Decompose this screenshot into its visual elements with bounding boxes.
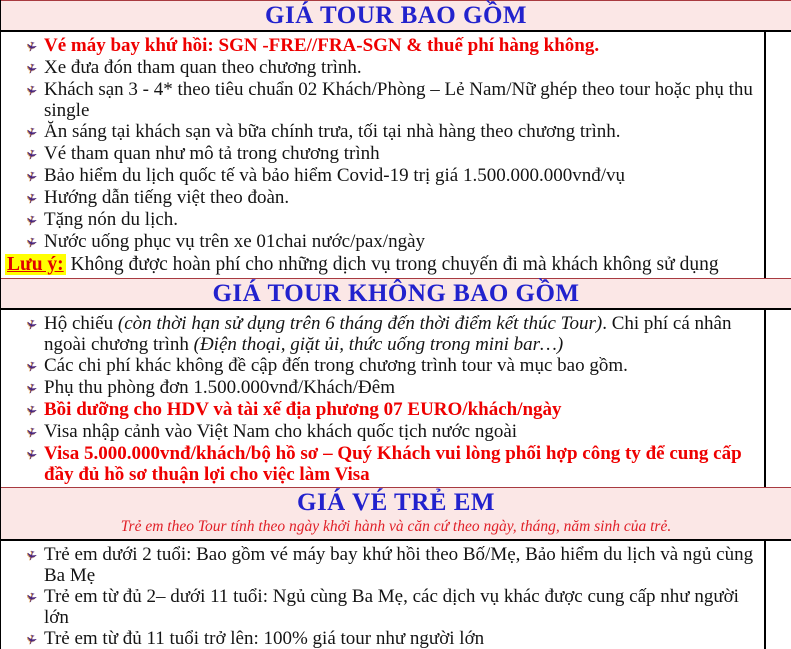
text-run: Trẻ em từ đủ 2– dưới 11 tuổi: Ngủ cùng Ba Mẹ, các dịch vụ khác được cung cấp như người lớn	[44, 586, 739, 628]
plane-bullet-icon	[18, 586, 44, 608]
text-run: Tặng nón du lịch.	[44, 209, 179, 230]
plane-glyph: ✈	[22, 381, 40, 396]
text-run: Hướng dẫn tiếng việt theo đoàn.	[44, 187, 290, 208]
plane-bullet-icon	[18, 121, 44, 143]
list-item	[1, 544, 764, 586]
list-item-text	[44, 187, 764, 208]
section-subtitle: Trẻ em theo Tour tính theo ngày khởi hành và căn cứ theo ngày, tháng, năm sinh của trẻ.	[120, 518, 672, 535]
list-item-text	[44, 209, 764, 230]
plane-bullet-icon	[18, 187, 44, 209]
list-item-text	[44, 628, 764, 649]
list-item	[1, 628, 764, 649]
plane-glyph: ✈	[22, 213, 40, 228]
plane-glyph: ✈	[22, 61, 40, 76]
plane-glyph: ✈	[22, 359, 40, 374]
section-header-2	[1, 487, 791, 541]
text-run: Hộ chiếu	[44, 313, 118, 334]
text-run: Ăn sáng tại khách sạn và bữa chính trưa, tối tại nhà hàng theo chương trình.	[44, 121, 621, 142]
text-run: Vé máy bay khứ hồi: SGN -FRE//FRA-SGN & thuế phí hàng không.	[44, 35, 600, 56]
text-run: Trẻ em từ đủ 11 tuổi trở lên: 100% giá tour như người lớn	[44, 628, 485, 649]
list-item	[1, 399, 764, 421]
section-title: GIÁ TOUR KHÔNG BAO GỒM	[212, 280, 580, 307]
plane-glyph: ✈	[22, 590, 40, 605]
list-item	[1, 231, 764, 253]
plane-glyph: ✈	[22, 191, 40, 206]
list-item-text	[44, 57, 764, 78]
plane-bullet-icon	[18, 143, 44, 165]
text-run: (còn thời hạn sử dụng trên 6 tháng đến thời điểm kết thúc Tour)	[117, 313, 603, 334]
plane-glyph: ✈	[22, 447, 40, 462]
list-item-text	[44, 355, 764, 376]
text-run: Khách sạn 3 - 4* theo tiêu chuẩn 02 Khách/Phòng – Lẻ Nam/Nữ ghép theo tour hoặc phụ thu single	[44, 79, 753, 121]
section-0	[1, 0, 791, 278]
section-body-0	[1, 32, 766, 278]
text-run: Visa nhập cảnh vào Việt Nam cho khách quốc tịch nước ngoài	[44, 421, 518, 442]
list-item	[1, 421, 764, 443]
plane-glyph: ✈	[22, 632, 40, 647]
list-item	[1, 121, 764, 143]
section-title: GIÁ VÉ TRẺ EM	[297, 489, 495, 516]
plane-bullet-icon	[18, 421, 44, 443]
list-item	[1, 209, 764, 231]
text-run: Vé tham quan như mô tả trong chương trình	[44, 143, 380, 164]
text-run: Visa 5.000.000vnđ/khách/bộ hồ sơ – Quý Khách vui lòng phối hợp công ty để cung cấp đầy đủ hồ sơ thuận lợi cho việc làm Visa	[44, 443, 742, 485]
section-1	[1, 278, 791, 487]
text-run: Các chi phí khác không đề cập đến trong chương trình tour và mục bao gồm.	[44, 355, 628, 376]
list-item-text	[44, 143, 764, 164]
list-item-text	[44, 121, 764, 142]
list-item-text	[44, 231, 764, 252]
list-item-text	[44, 544, 764, 586]
text-run: (Điện thoại, giặt ủi, thức uống trong mini bar…)	[193, 334, 564, 355]
section-header-0	[1, 0, 791, 32]
plane-glyph: ✈	[22, 169, 40, 184]
plane-glyph: ✈	[22, 83, 40, 98]
note-label: Lưu ý:	[7, 254, 64, 275]
text-run: . Chi phí cá nhân ngoài chương trình	[44, 313, 732, 355]
section-header-1	[1, 278, 791, 310]
plane-glyph: ✈	[22, 548, 40, 563]
note-text: Không được hoàn phí cho những dịch vụ trong chuyến đi mà khách không sử dụng	[65, 254, 719, 275]
text-run: Xe đưa đón tham quan theo chương trình.	[44, 57, 362, 78]
plane-bullet-icon	[18, 79, 44, 101]
list-item-text	[44, 79, 764, 121]
plane-bullet-icon	[18, 165, 44, 187]
list-item	[1, 143, 764, 165]
plane-bullet-icon	[18, 231, 44, 253]
plane-glyph: ✈	[22, 125, 40, 140]
list-item-text	[44, 443, 764, 485]
plane-bullet-icon	[18, 443, 44, 465]
note-row	[1, 253, 764, 276]
list-item	[1, 35, 764, 57]
plane-bullet-icon	[18, 544, 44, 566]
list-item-text	[44, 165, 764, 186]
plane-glyph: ✈	[22, 147, 40, 162]
plane-bullet-icon	[18, 399, 44, 421]
list-item	[1, 586, 764, 628]
plane-bullet-icon	[18, 209, 44, 231]
list-item	[1, 187, 764, 209]
text-run: Phụ thu phòng đơn 1.500.000vnđ/Khách/Đêm	[44, 377, 395, 398]
list-item-text	[44, 399, 764, 420]
list-item-text	[44, 35, 764, 56]
section-title: GIÁ TOUR BAO GỒM	[265, 2, 527, 29]
list-item	[1, 313, 764, 355]
plane-bullet-icon	[18, 355, 44, 377]
plane-bullet-icon	[18, 35, 44, 57]
list-item	[1, 57, 764, 79]
list-item	[1, 79, 764, 121]
text-run: Bồi dưỡng cho HDV và tài xế địa phương 07 EURO/khách/ngày	[44, 399, 562, 420]
list-item	[1, 355, 764, 377]
plane-glyph: ✈	[22, 425, 40, 440]
list-item-text	[44, 377, 764, 398]
plane-bullet-icon	[18, 628, 44, 649]
list-item	[1, 443, 764, 485]
plane-bullet-icon	[18, 57, 44, 79]
plane-glyph: ✈	[22, 403, 40, 418]
plane-glyph: ✈	[22, 235, 40, 250]
list-item-text	[44, 586, 764, 628]
section-2	[1, 487, 791, 649]
list-item-text	[44, 421, 764, 442]
text-run: Nước uống phục vụ trên xe 01chai nước/pax/ngày	[44, 231, 426, 252]
section-body-1	[1, 310, 766, 487]
text-run: Trẻ em dưới 2 tuổi: Bao gồm vé máy bay khứ hồi theo Bố/Mẹ, Bảo hiểm du lịch và ngủ cùng Ba Mẹ	[44, 544, 754, 586]
list-item-text	[44, 313, 764, 355]
plane-glyph: ✈	[22, 317, 40, 332]
plane-bullet-icon	[18, 377, 44, 399]
text-run: Bảo hiểm du lịch quốc tế và bảo hiểm Covid-19 trị giá 1.500.000.000vnđ/vụ	[44, 165, 625, 186]
list-item	[1, 377, 764, 399]
list-item	[1, 165, 764, 187]
plane-glyph: ✈	[22, 39, 40, 54]
plane-bullet-icon	[18, 313, 44, 335]
section-body-2	[1, 541, 766, 649]
